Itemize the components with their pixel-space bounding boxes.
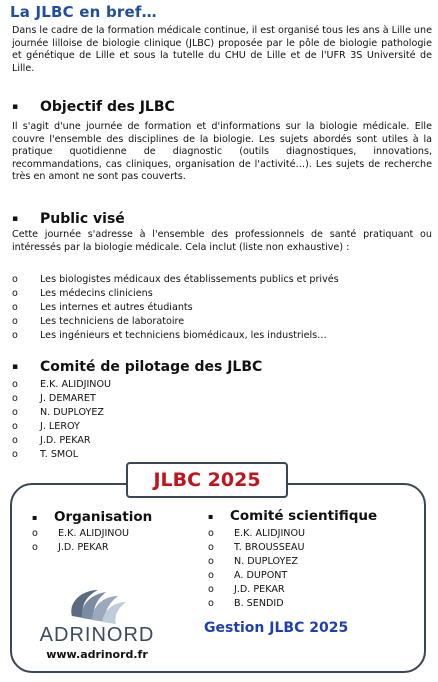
list-item: o Les ingénieurs et techniciens biomédicaux, les industriels… [12,330,327,341]
circle-bullet-icon: o [12,288,18,299]
jlbc-2025-banner [126,462,288,498]
gestion-label: Gestion JLBC 2025 [204,620,349,636]
circle-bullet-icon: o [208,556,214,567]
list-item: o B. SENDID [208,598,284,609]
adrinord-logo-text: ADRINORD [39,624,155,646]
comite-scientifique-heading [208,508,377,524]
comite-scientifique-heading-label: Comité scientifique [230,508,378,524]
circle-bullet-icon: o [12,421,18,432]
list-item: o J. LEROY [12,421,80,432]
circle-bullet-icon: o [12,316,18,327]
list-item: o E.K. ALIDJINOU [208,528,306,539]
circle-bullet-icon: o [12,274,18,285]
circle-bullet-icon: o [32,528,38,539]
comite-pilotage-list [12,378,111,462]
list-item: o N. DUPLOYEZ [208,556,298,567]
organisation-list [32,527,129,555]
list-item: o J.D. PEKAR [208,584,285,595]
circle-bullet-icon: o [208,542,214,553]
circle-bullet-icon: o [12,449,18,460]
circle-bullet-icon: o [12,435,18,446]
objectif-heading-label: Objectif des JLBC [40,99,175,115]
objectif-heading [12,99,175,115]
circle-bullet-icon: o [12,407,18,418]
public-paragraph: Cette journée s'adresse à l'ensemble des professionnels de santé pratiquant ou intéressés par la biologie médicale. Cela inclut (liste non exhaustive) : [12,229,432,253]
circle-bullet-icon: o [32,542,38,553]
organisation-heading [32,509,152,525]
public-heading [12,211,125,227]
list-item: o E.K. ALIDJINOU [12,379,112,390]
comite-pilotage-heading [12,359,262,375]
page-title: La JLBC en bref… [10,3,157,21]
square-bullet-icon: ▪ [12,214,19,224]
circle-bullet-icon: o [12,379,18,390]
circle-bullet-icon: o [208,570,214,581]
list-item: o J.D. PEKAR [32,542,109,553]
list-item: o J. DEMARET [12,393,96,404]
square-bullet-icon: ▪ [12,362,19,372]
square-bullet-icon: ▪ [32,512,38,522]
square-bullet-icon: ▪ [208,511,214,521]
list-item: o N. DUPLOYEZ [12,407,104,418]
objectif-paragraph: Il s'agit d'une journée de formation et d'informations sur la biologie médicale. Elle couvre l'ensemble des disciplines de la biologie. Les sujets abordés sont utiles à la pratique quotidienne de diagnostic (outils diagnostiques, innovations, recommandations, cas cliniques, organisation de l'activité…). Les sujets de recherche très en amont ne sont pas couverts. [12,121,432,183]
public-list [12,273,339,343]
list-item: o J.D. PEKAR [12,435,91,446]
organisation-heading-label: Organisation [54,509,153,525]
list-item: o Les médecins cliniciens [12,288,153,299]
list-item: o Les techniciens de laboratoire [12,316,185,327]
adrinord-url: www.adrinord.fr [46,648,148,661]
circle-bullet-icon: o [208,598,214,609]
comite-pilotage-heading-label: Comité de pilotage des JLBC [40,359,263,375]
list-item: o Les internes et autres étudiants [12,302,193,313]
circle-bullet-icon: o [12,302,18,313]
circle-bullet-icon: o [12,393,18,404]
list-item: o Les biologistes médicaux des établissements publics et privés [12,274,339,285]
public-heading-label: Public visé [40,211,125,227]
list-item: o E.K. ALIDJINOU [32,528,130,539]
circle-bullet-icon: o [208,528,214,539]
list-item: o A. DUPONT [208,570,288,581]
intro-paragraph: Dans le cadre de la formation médicale continue, il est organisé tous les ans à Lille une journée lilloise de biologie clinique (JLBC) proposée par le pôle de biologie pathologie et génétique de Lille et sous la tutelle du CHU de Lille et de l'UFR 3S Université de Lille. [12,25,432,74]
circle-bullet-icon: o [208,584,214,595]
list-item: o T. SMOL [12,449,79,460]
circle-bullet-icon: o [12,330,18,341]
square-bullet-icon: ▪ [12,102,19,112]
banner-label: JLBC 2025 [153,469,261,491]
list-item: o T. BROUSSEAU [208,542,305,553]
comite-scientifique-list [208,527,305,611]
